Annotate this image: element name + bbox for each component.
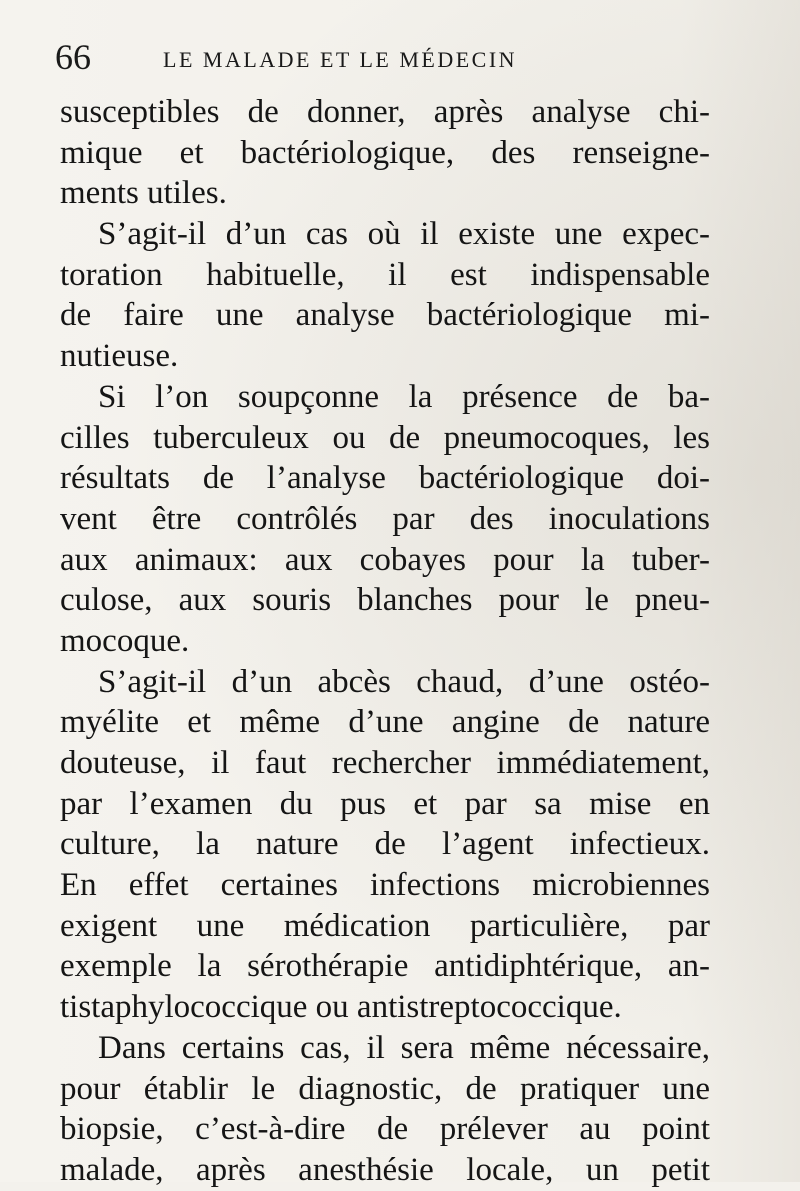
text-line: En effet certaines infections microbiennes <box>60 867 710 904</box>
text-line: myélite et même d’une angine de nature <box>60 704 710 741</box>
text-line: de faire une analyse bactériologique mi- <box>60 297 710 334</box>
text-line: S’agit-il d’un abcès chaud, d’une ostéo- <box>98 663 710 700</box>
text-line: nutieuse. <box>60 338 179 375</box>
text-line: mocoque. <box>60 622 190 659</box>
text-line: exemple la sérothérapie antidiphtérique, an- <box>60 948 710 985</box>
page-header <box>55 32 715 82</box>
text-line: aux animaux: aux cobayes pour la tuber- <box>60 541 710 578</box>
body-text <box>60 92 710 1191</box>
running-title: LE MALADE ET LE MÉDECIN <box>163 47 518 72</box>
text-line: toration habituelle, il est indispensable <box>60 256 710 293</box>
text-line: Dans certains cas, il sera même nécessaire, <box>98 1029 710 1066</box>
text-line: culture, la nature de l’agent infectieux. <box>60 826 710 863</box>
page-number: 66 <box>55 37 91 77</box>
text-line: par l’examen du pus et par sa mise en <box>60 785 710 822</box>
text-line: biopsie, c’est-à-dire de prélever au point <box>60 1111 710 1148</box>
text-line: malade, après anesthésie locale, un petit <box>60 1151 710 1188</box>
text-line: tistaphylococcique ou antistreptococcique. <box>60 989 622 1026</box>
text-line: ments utiles. <box>60 175 227 212</box>
text-line: culose, aux souris blanches pour le pneu- <box>60 582 710 619</box>
text-line: pour établir le diagnostic, de pratiquer une <box>60 1070 710 1107</box>
text-line: vent être contrôlés par des inoculations <box>60 500 710 537</box>
text-line: S’agit-il d’un cas où il existe une expec- <box>98 216 710 253</box>
text-line: susceptibles de donner, après analyse chi- <box>60 94 710 130</box>
text-line: résultats de l’analyse bactériologique doi- <box>60 460 710 497</box>
text-line: exigent une médication particulière, par <box>60 907 710 944</box>
text-line: Si l’on soupçonne la présence de ba- <box>98 378 710 415</box>
text-line: cilles tuberculeux ou de pneumocoques, les <box>60 419 710 456</box>
text-line: mique et bactériologique, des renseigne- <box>60 134 710 171</box>
text-line: douteuse, il faut rechercher immédiatement, <box>60 745 710 781</box>
